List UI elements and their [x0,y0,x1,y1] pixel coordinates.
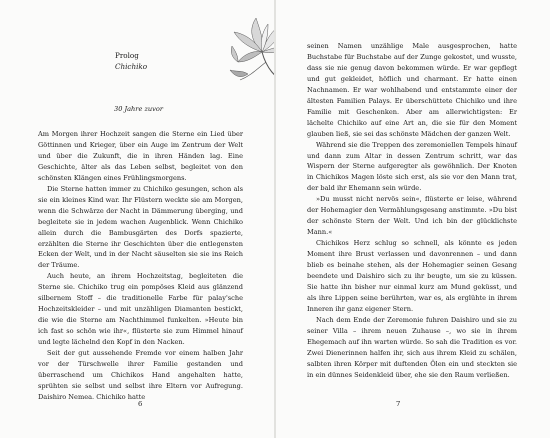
paragraph: Seit der gut aussehende Fremde vor einem halben Jahr vor der Türschwelle ihrer Familie gestanden und überraschend um Chichikos Hand angehalten hatte, sprühten sie selbst und selbst ihre Eltern vor Aufregung. Daishiro Nemea. Chichiko hatte [38,349,243,401]
right-page [276,0,550,438]
right-body-text [307,41,517,381]
paragraph: Chichikos Herz schlug so schnell, als könnte es jeden Moment ihre Brust verlassen und davonrennen – und dann blieb es beinahe stehen, als der Hohemagier seinen Gesang beendete und Daishiro sich zu ihr beugte, um sie zu küssen. Sie hatte ihn bisher nur einmal kurz am Mund geküsst, und als ihre Lippen seine berührten, war es, als erglühte in ihrem Inneren ihr ganz eigener Stern. [307,239,517,313]
paragraph: Nach dem Ende der Zeremonie fuhren Daishiro und sie zu seiner Villa – ihrem neuen Zuhause –, wo sie in ihrem Ehegemach auf ihn warten würde. So sah die Tradition es vor. Zwei Dienerinnen halfen ihr, sich aus ihrem Kleid zu schälen, salbten ihren Körper mit duftenden Ölen ein und steckten sie in ein dünnes Seidenkleid über, ehe sie den Raum verließen. [307,315,517,379]
paragraph: »Du musst nicht nervös sein«, flüsterte er leise, während der Hohemagier den Vermählungsgesang anstimmte. »Du bist der schönste Stern der Welt. Und ich bin der glücklichste Mann.« [307,195,517,237]
page-number-left: 6 [138,400,143,408]
page-number-right: 7 [396,400,401,408]
chapter-heading [115,50,195,72]
left-body-text [38,129,243,403]
left-page [0,0,274,438]
paragraph: Die Sterne hatten immer zu Chichiko gesungen, schon als sie ein kleines Kind war. Ihr Flüstern weckte sie am Morgen, wenn die Schwärze der Nacht in Dämmerung überging, und begleitete sie in jedem wachen Augenblick. Wenn Chichiko allein durch die Bambusgärten des Dorfs spazierte, erzählten die Sterne ihr Geschichten über die entlegensten Ecken der Welt, und in der Nacht säuselten sie sie ins Reich der Träume. [38,184,243,270]
paragraph: seinen Namen unzählige Male ausgesprochen, hatte Buchstabe für Buchstabe auf der Zunge gekostet, und wusste, dass sie nie genug davon bekommen würde. Er war gepflegt und gut gekleidet, höflich und charmant. Er hatte einen Nachnamen. Er war wohlhabend und entstammte einer der ältesten Familien Palays. Er überschüttete Chichiko und ihre Familie mit Geschenken. Aber am allerwichtigsten: Er lächelte Chichiko auf eine Art an, die sie für den Moment glauben ließ, sie sei das schönste Mädchen der ganzen Welt. [307,42,517,138]
paragraph: Während sie die Treppen des zeremoniellen Tempels hinauf und dann zum Altar in dessen Zentrum schritt, war das Wispern der Sterne aufgeregter als gewöhnlich. Der Knoten in Chichikos Magen löste sich erst, als sie vor den Mann trat, der bald ihr Ehemann sein würde. [307,140,517,193]
paragraph: Auch heute, an ihrem Hochzeitstag, begleiteten die Sterne sie. Chichiko trug ein pompöses Kleid aus glänzend silbernem Stoff – die traditionelle Farbe für palay'sche Hochzeitskleider – und mit unzähligen Diamanten bestickt, die wie die Sterne am Nachthimmel funkelten. »Heute bin ich fast so schön wie ihr«, flüsterte sie zum Himmel hinauf und legte lächelnd den Kopf in den Nacken. [38,272,243,347]
chapter-title: Prolog [115,51,139,60]
timeline-caption: 30 Jahre zuvor [114,105,164,113]
paragraph: Am Morgen ihrer Hochzeit sangen die Sterne ein Lied über Göttinnen und Krieger, über ein Auge im Zentrum der Welt und über die Zukunft, die in ihren Händen lag. Eine Geschichte, älter als das Leben selbst, begleitet von den schönsten Klängen eines Frühlingsmorgens. [38,130,243,182]
chapter-character: Chichiko [115,62,148,71]
